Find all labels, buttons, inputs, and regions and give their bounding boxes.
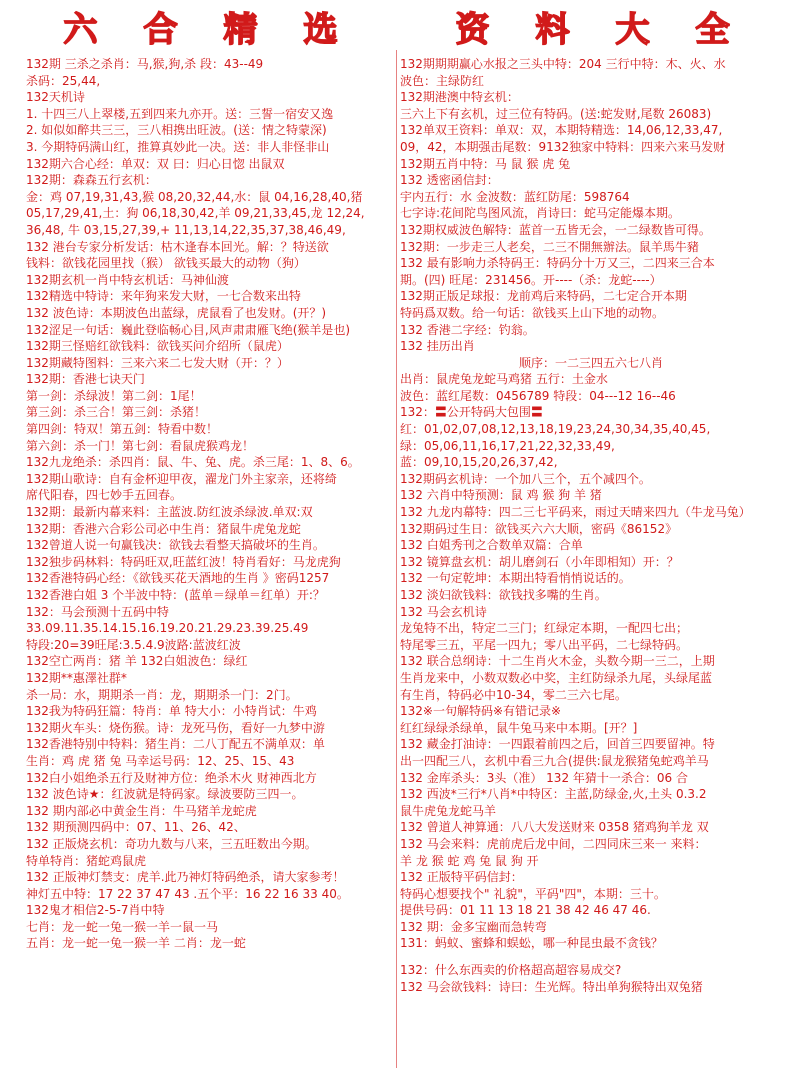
text-line: 132 淡妇欲钱料：欲钱找多嘴的生肖。	[400, 588, 607, 602]
text-line	[400, 952, 782, 962]
text-line: 132 波色诗：本期波色出蓝绿，虎鼠看了也发财。(开？)	[26, 305, 327, 320]
text-line: 05,17,29,41,土：狗 06,18,30,42,羊 09,21,33,45,龙 12,24,	[26, 206, 365, 221]
text-line: 特码心想要找个" 礼貌"，平码"四"，本期：三十。	[400, 886, 666, 901]
left-column	[26, 56, 394, 952]
text-line: 红红绿绿杀绿单，鼠牛兔马来中本期。[开？]	[400, 720, 638, 735]
text-line: 第四剑：特双！第五剑：特看中数！	[26, 422, 219, 437]
text-line: 132：〓公开特码大包围〓	[400, 405, 543, 420]
text-line: 钱料：欲钱花园里找（猴） 欲钱买最大的动物（狗）	[26, 256, 306, 271]
title-char: 合	[143, 10, 178, 50]
text-line: 132期权威波色解特：蓝首一五皆无会，一二绿数皆可得。	[400, 222, 711, 237]
text-line: 132涩足一句话：巍此登临畅心目,风声肃肃雁飞绝(猴羊是也)	[26, 322, 351, 337]
text-line: 132 马会欲钱料：诗曰：生光辉。特出单狗猴特出双兔猪	[400, 979, 703, 994]
text-line: 132※一句解特码※有错记录※	[400, 704, 562, 719]
text-line: 132 藏金打油诗：一四跟着前四之后，回首三四要留神。特	[400, 737, 715, 752]
text-line: 132期期期赢心水报之三头中特：204 三行中特：木、火、水	[400, 57, 726, 71]
text-line: 特码爲双数。给一句话：欲钱买上山下地的动物。	[400, 305, 665, 320]
column-divider	[396, 50, 397, 1068]
text-line: 132期玄机一肖中特玄机话：马神仙渡	[26, 272, 229, 287]
text-line: 132单双王资料：单双：双，本期特精选：14,06,12,33,47,	[400, 123, 723, 138]
text-line: 132期：一步走三人老矣，二三不開無辦法。鼠羊馬牛豬	[400, 239, 699, 254]
text-line: 132精选中特诗：来年狗来发大财，一七合数来出特	[26, 289, 301, 304]
right-column	[400, 56, 782, 995]
text-line: 杀码：25,44,	[26, 73, 101, 88]
text-line: 36,48, 牛 03,15,27,39,+ 11,13,14,22,35,37,38,46,49,	[26, 222, 346, 237]
text-line: 神灯五中特：17 22 37 47 43 .五个平：16 22 16 33 40。	[26, 886, 349, 901]
text-line: 2. 如似如醉共三三，三八相携出旺波。(送：情之特蒙深)	[26, 123, 327, 138]
title-char: 大	[615, 10, 650, 50]
title-char: 资	[455, 10, 490, 50]
text-line: 出肖：鼠虎兔龙蛇马鸡猪 五行：土金水	[400, 372, 608, 387]
text-line: 132 正版烧玄机：奇功九数与八来，三五旺数出今期。	[26, 836, 317, 851]
text-line: 132期：最新内幕来料：主蓝波.防红波杀绿波.单双:双	[26, 505, 313, 520]
title-char: 六	[63, 10, 98, 50]
text-line: 132 镜算盘玄机：胡儿磨剑石（小年即相知）开：？	[400, 554, 679, 569]
title-gap	[380, 10, 414, 52]
text-line: 第六剑：杀一门！第七剑：看鼠虎猴鸡龙！	[26, 438, 255, 453]
text-line: 132期山歌诗：自有金杯迎甲夜，濯龙门外主家亲，还将绮	[26, 471, 337, 486]
text-line: 132独步码林料：特码旺双,旺蓝红波！特肖看好：马龙虎狗	[26, 554, 341, 569]
text-line: 132鬼才相信2-5-7肖中特	[26, 903, 165, 918]
text-line: 132 透密函信封：	[400, 173, 499, 188]
text-line: 131：蚂蚁、蜜蜂和蜈蚣，哪一种昆虫最不贪钱？	[400, 936, 663, 951]
text-line: 顺序：一二三四五六七八肖	[518, 355, 663, 370]
text-line: 132 香港二字经：钓翁。	[400, 322, 535, 337]
text-line: 五肖：龙一蛇一兔一猴一羊 二肖：龙一蛇	[26, 936, 246, 951]
text-line: 132期**惠澤社群*	[26, 670, 127, 685]
text-line: 132曾道人说一句赢钱决：欲钱去看整天搞破坏的生肖。	[26, 538, 325, 553]
text-line: 132期：香港七诀天门	[26, 372, 145, 387]
text-line: 132 一句定乾坤：本期出特看悄悄说话的。	[400, 571, 631, 586]
text-line: 有生肖，特码必中10-34，零二三六七尾。	[400, 687, 627, 702]
text-line: 09，42，本期强击尾数：9132独家中特料：四来六来马发财	[400, 139, 726, 154]
text-line: 鼠牛虎兔龙蛇马羊	[400, 803, 497, 818]
text-line: 期。(四) 旺尾：231456。开----（杀：龙蛇----）	[400, 272, 662, 287]
title-char: 精	[223, 10, 258, 50]
text-line: 1. 十四三八上翠楼,五到四来九亦开。送：三誓一宿安又逸	[26, 106, 334, 121]
text-line: 132期六合心经：单双：双 曰：归心日惚 出鼠双	[26, 156, 285, 171]
text-line: 132我为特码狂篇：特肖：单 特大小：小特肖试：牛鸡	[26, 704, 317, 719]
text-line: 132 期内部必中黄金生肖：牛马猪羊龙蛇虎	[26, 803, 257, 818]
text-line: 波色：主绿防红	[400, 73, 485, 88]
text-line: 132期 三杀之杀肖：马,猴,狗,杀 段：43--49	[26, 57, 264, 71]
text-line: 席代阳春，四七妙手五回春。	[26, 488, 183, 503]
text-line: 132期火车头：烧伤猴。诗：龙死马伤，看好一九梦中游	[26, 720, 325, 735]
text-line: 132期港澳中特玄机：	[400, 90, 519, 105]
text-line: 第一剑：杀绿波！第二剑：1尾！	[26, 388, 202, 403]
text-line: 132九龙绝杀：杀四肖：鼠、牛、兔、虎。杀三尾：1、8、6。	[26, 455, 360, 470]
text-line: 132期五肖中特：马 鼠 猴 虎 兔	[400, 156, 571, 171]
text-line: 132期藏特图料：三来六来二七发大财（开：？）	[26, 355, 289, 370]
text-line: 波色：蓝红尾数：0456789 特段：04---12 16--46	[400, 388, 676, 403]
text-line: 生肖龙来中，小数双数必中奖，主红防绿杀九尾，头绿尾蓝	[400, 670, 713, 685]
page-title	[0, 10, 793, 52]
text-line: 132期码玄机诗：一个加八三个，五个减四个。	[400, 471, 651, 486]
text-line: 33.09.11.35.14.15.16.19.20.21.29.23.39.25.49	[26, 621, 309, 636]
text-line: 132白小姐绝杀五行及财神方位：绝杀木火 财神西北方	[26, 770, 317, 785]
text-line: 132 正版特平码信封：	[400, 870, 523, 885]
text-line: 特单特肖：猪蛇鸡鼠虎	[26, 853, 147, 868]
text-line: 132香港特码心经：《欲钱买花天酒地的生肖 》密码1257	[26, 571, 330, 586]
text-line: 提供号码：01 11 13 18 21 38 42 46 47 46.	[400, 903, 651, 918]
text-line: 蓝：09,10,15,20,26,37,42,	[400, 455, 558, 470]
text-line: 132期码过生日：欲钱买六六大顺，密码《86152》	[400, 521, 678, 536]
text-line: 出一四配三八，玄机中看三九合(提供:鼠龙猴猪兔蛇鸡羊马	[400, 753, 709, 768]
text-line: 132 港台专家分析发话：枯木逢春本回光。解：？特送欲	[26, 239, 329, 254]
text-line: 七字诗:花间陀鸟图风流，肖诗曰：蛇马定能爆本期。	[400, 206, 681, 221]
text-line: 杀一局：水，期期杀一肖：龙，期期杀一门：2门。	[26, 687, 298, 702]
text-line: 132期：香港六合彩公司必中生肖：猪鼠牛虎兔龙蛇	[26, 521, 301, 536]
text-line: 132 波色诗★：红波就是特码家。绿波要防三四一。	[26, 787, 304, 802]
text-line: 特段:20=39旺尾:3.5.4.9波路:蓝波红波	[26, 637, 241, 652]
text-line: 第三剑：杀三合！第三剑：杀猪！	[26, 405, 207, 420]
text-line: 生肖：鸡 虎 猪 兔 马幸运号码：12、25、15、43	[26, 753, 295, 768]
text-line: 132 六肖中特预测：鼠 鸡 猴 狗 羊 猪	[400, 488, 602, 503]
text-line: 132 金库杀头：3头（准） 132 年猜十一杀合：06 合	[400, 770, 688, 785]
text-line: 132天机诗	[26, 90, 85, 105]
text-line: 132期正版足球报：龙前鸡后来特码，二七定合开本期	[400, 289, 687, 304]
text-line: 132 曾道人神算通：八八大发送财来 0358 猪鸡狗羊龙 双	[400, 820, 709, 835]
text-line: 羊 龙 猴 蛇 鸡 兔 鼠 狗 开	[400, 853, 539, 868]
text-line: 龙兔特不出，特定二三门；红绿定本期，一配四七出；	[400, 621, 689, 636]
text-line: 132空亡两肖：猪 羊 132白姐波色：绿红	[26, 654, 248, 669]
text-line: 132 正版神灯禁支：虎羊.此乃神灯特码绝杀，请大家参考！	[26, 870, 345, 885]
text-line: 132期：森森五行玄机：	[26, 173, 157, 188]
text-line: 宇内五行：水 金波数：蓝红防尾：598764	[400, 189, 630, 204]
text-line: 132 期：金多宝幽而急转弯	[400, 919, 547, 934]
text-line: 132 马会来料：虎前虎后龙中间，二四同床三来一 来料：	[400, 836, 707, 851]
text-line: 132 挂历出肖	[400, 339, 475, 354]
text-line: 132：什么东西卖的价格超高超容易成交?	[400, 963, 622, 978]
text-line: 132期三怪赔红欲钱料：欲钱买问介绍所（鼠虎）	[26, 339, 289, 354]
text-line: 132：马会预测十五码中特	[26, 604, 169, 619]
text-line: 132 九龙内幕特：四二三七平码来，雨过天晴来四九（牛龙马兔）	[400, 505, 751, 520]
text-line: 金：鸡 07,19,31,43,猴 08,20,32,44,水：鼠 04,16,28,40,猪	[26, 189, 363, 204]
text-line: 绿：05,06,11,16,17,21,22,32,33,49,	[400, 438, 615, 453]
text-line: 红：01,02,07,08,12,13,18,19,23,24,30,34,35,40,45,	[400, 422, 711, 437]
text-line: 3. 今期特码满山红，推算真妙此一决。送：非人非怪非山	[26, 139, 330, 154]
text-line: 132 白姐秀刊之合数单双篇：合单	[400, 538, 583, 553]
text-line: 七肖：龙一蛇一兔一猴一羊一鼠一马	[26, 919, 219, 934]
text-line: 特尾零三五，平尾一四九；零八出平码，二七绿特码。	[400, 637, 689, 652]
title-char: 选	[303, 10, 338, 50]
title-char: 全	[695, 10, 730, 50]
text-line: 132 最有影响力杀特码王：特码分十万又三，二四来三合本	[400, 256, 715, 271]
text-line: 132 西波*三行*八肖*中特区：主蓝,防绿金,火,土头 0.3.2	[400, 787, 707, 802]
text-line: 132 期预测四码中：07、11、26、42、	[26, 820, 246, 835]
text-line: 三六上下有玄机，过三位有特码。(送:蛇发财,尾数 26083)	[400, 106, 712, 121]
text-line: 132 联合总纲诗：十二生肖火木金，头数今期一三二，上期	[400, 654, 715, 669]
text-line: 132香港白姐 3 个半波中特：(蓝单＝绿单＝红单）开:？	[26, 588, 325, 602]
text-line: 132香港特别中特料：猪生肖：二八丁配五不满单双：单	[26, 737, 325, 752]
title-char: 料	[535, 10, 570, 50]
text-line: 132 马会玄机诗	[400, 604, 487, 619]
